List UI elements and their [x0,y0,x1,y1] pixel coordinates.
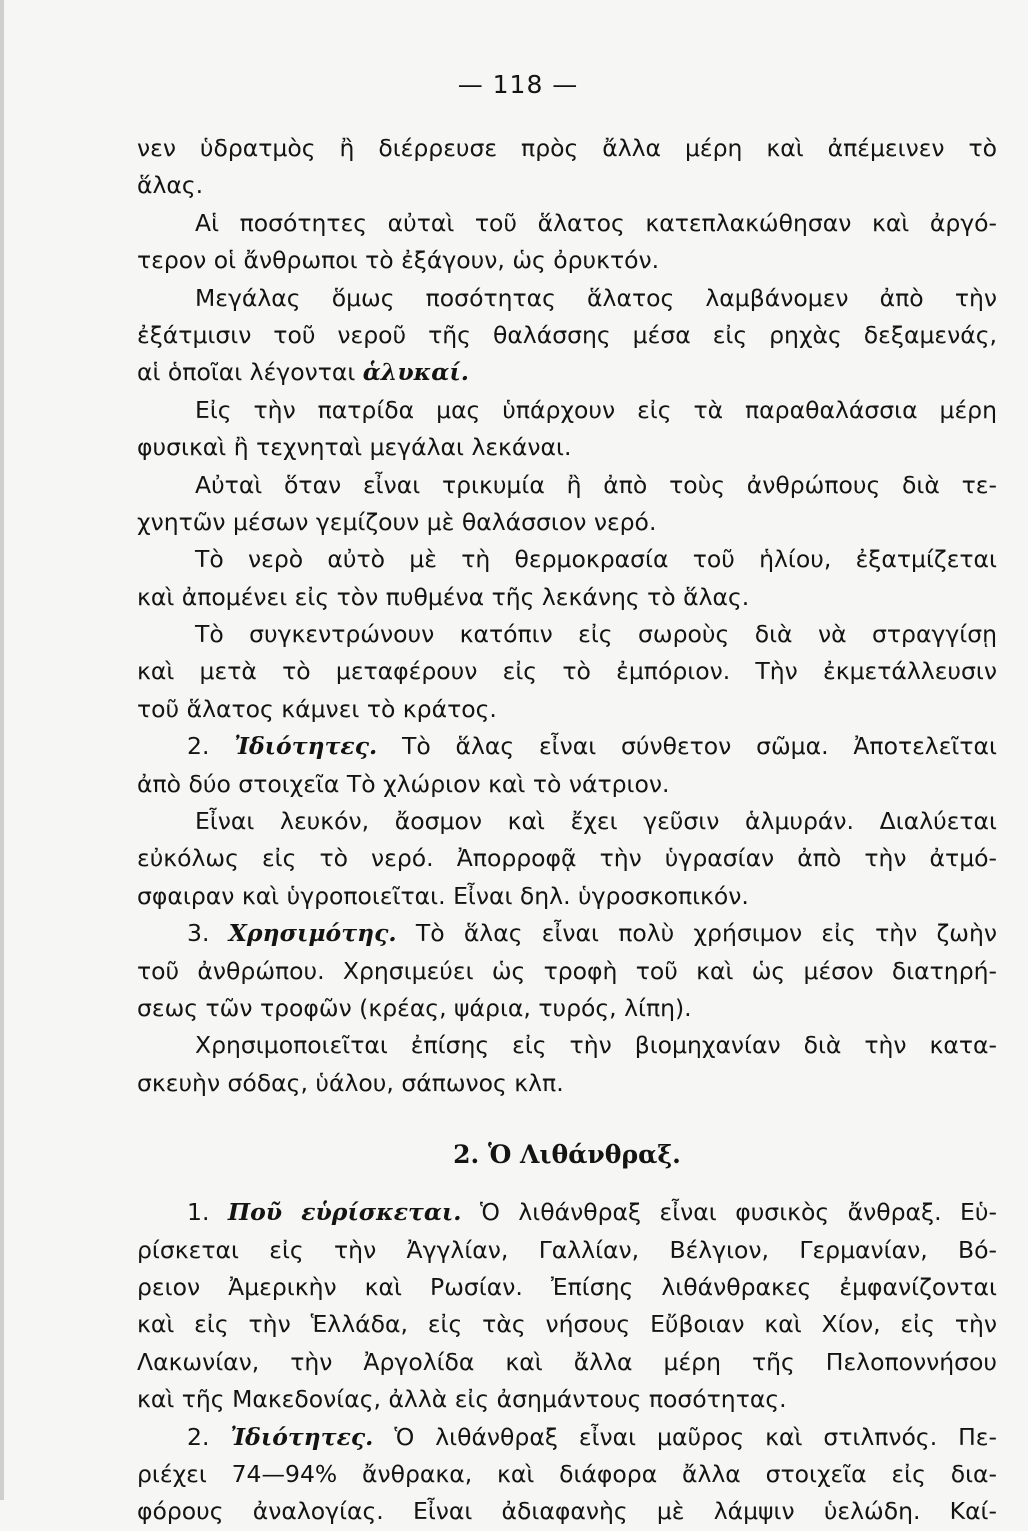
numbered-prefix: 3. [187,919,210,948]
text-line: καὶ ἀπομένει εἰς τὸν πυθμένα τῆς λεκάνης τὸ ἅλας. [137,582,750,611]
text-line [137,1194,997,1231]
label-pou: Ποῦ εὑρίσκεται. [227,1198,462,1227]
numbered-prefix: 2. [187,1422,210,1451]
text-line: καὶ εἰς τὴν Ἑλλάδα, εἰς τὰς νήσους Εὔβοιαν καὶ Χίον, εἰς τὴν [137,1310,997,1339]
text-fragment: Τὸ ἅλας εἶναι σύνθετον σῶμα. Ἀποτελεῖται [401,732,997,761]
text-line: Χρησιμοποιεῖται ἐπίσης εἰς τὴν βιομηχανίαν διὰ τὴν κατα- [195,1031,997,1060]
text-line: τοῦ ἀνθρώπου. Χρησιμεύει ὡς τροφὴ τοῦ καὶ ὡς μέσον διατηρή- [137,956,997,985]
term-alykai: ἁλυκαί. [362,358,469,387]
text-line: Τὸ νερὸ αὐτὸ μὲ τὴ θερμοκρασία τοῦ ἡλίου, ἐξατμίζεται [195,545,997,574]
text-line: ἐξάτμισιν τοῦ νεροῦ τῆς θαλάσσης μέσα εἰς ρηχὰς δεξαμενάς, [137,320,997,349]
text-line: καὶ τῆς Μακεδονίας, ἀλλὰ εἰς ἀσημάντους ποσότητας. [137,1385,787,1414]
text-line: ρειον Ἀμερικὴν καὶ Ρωσίαν. Ἐπίσης λιθάνθρακες ἐμφανίζονται [137,1272,997,1301]
text-line: σεως τῶν τροφῶν (κρέας, ψάρια, τυρός, λίπη). [137,993,692,1022]
text-line: τερον οἱ ἄνθρωποι τὸ ἐξάγουν, ὡς ὀρυκτόν. [137,246,660,275]
text-fragment: Τὸ ἅλας εἶναι πολὺ χρήσιμον εἰς τὴν ζωὴν [415,919,997,948]
label-idiotites: Ἰδιότητες. [234,732,378,761]
numbered-prefix: 1. [187,1198,210,1227]
text-line: Λακωνίαν, τὴν Ἀργολίδα καὶ ἄλλα μέρη τῆς Πελοποννήσου [137,1347,997,1376]
text-line [137,354,997,391]
text-line: ἅλας. [137,171,204,200]
text-line: χνητῶν μέσων γεμίζουν μὲ θαλάσσιον νερό. [137,507,657,536]
text-line: ρίσκεται εἰς τὴν Ἀγγλίαν, Γαλλίαν, Βέλγιον, Γερμανίαν, Βό- [137,1235,997,1264]
text-fragment: Ὁ λιθάνθραξ εἶναι φυσικὸς ἄνθραξ. Εὑ- [479,1198,997,1227]
text-line [137,915,997,952]
text-line: Αὐταὶ ὅταν εἶναι τρικυμία ἢ ἀπὸ τοὺς ἀνθρώπους διὰ τε- [195,470,997,499]
text-fragment: Ὁ λιθάνθραξ εἶναι μαῦρος καὶ στιλπνός. Πε- [394,1422,997,1451]
text-line: καὶ μετὰ τὸ μεταφέρουν εἰς τὸ ἐμπόριον. Τὴν ἐκμετάλλευσιν [137,657,997,686]
text-line: Τὸ συγκεντρώνουν κατόπιν εἰς σωροὺς διὰ νὰ στραγγίσῃ [195,620,997,649]
text-line: ἀπὸ δύο στοιχεῖα Τὸ χλώριον καὶ τὸ νάτριον. [137,769,670,798]
text-line: Μεγάλας ὅμως ποσότητας ἅλατος λαμβάνομεν ἀπὸ τὴν [195,283,997,312]
text-line: Εἶναι λευκόν, ἄοσμον καὶ ἔχει γεῦσιν ἁλμυράν. Διαλύεται [195,807,997,836]
text-line: Αἱ ποσότητες αὐταὶ τοῦ ἅλατος κατεπλακώθησαν καὶ ἀργό- [195,208,997,237]
label-idiotites: Ἰδιότητες. [230,1422,374,1451]
text-line: φυσικαὶ ἢ τεχνηταὶ μεγάλαι λεκάναι. [137,433,572,462]
text-line: σφαιραν καὶ ὑγροποιεῖται. Εἶναι δηλ. ὑγροσκοπικόν. [137,881,749,910]
body-text [137,130,997,1531]
text-line: τοῦ ἅλατος κάμνει τὸ κράτος. [137,694,497,723]
text-line: εὐκόλως εἰς τὸ νερό. Ἀπορροφᾷ τὴν ὑγρασίαν ἀπὸ τὴν ἀτμό- [137,844,997,873]
text-fragment: αἱ ὁποῖαι λέγονται [137,358,356,387]
text-line: νεν ὑδρατμὸς ἢ διέρρευσε πρὸς ἄλλα μέρη καὶ ἀπέμεινεν τὸ [137,134,997,162]
text-line: σκευὴν σόδας, ὑάλου, σάπωνος κλπ. [137,1068,564,1097]
text-line: φόρους ἀναλογίας. Εἶναι ἀδιαφανὴς μὲ λάμψιν ὑελώδη. Καί- [137,1497,997,1526]
section-heading: 2. Ὁ Λιθάνθραξ. [453,1140,681,1170]
numbered-prefix: 2. [187,732,210,761]
text-line [137,728,997,765]
text-line: Εἰς τὴν πατρίδα μας ὑπάρχουν εἰς τὰ παραθαλάσσια μέρη [195,395,997,424]
label-chrisimotis: Χρησιμότης. [228,919,397,948]
page-number: — 118 — [457,70,579,99]
text-line: ριέχει 74—94% ἄνθρακα, καὶ διάφορα ἄλλα στοιχεῖα εἰς δια- [137,1459,997,1488]
text-line [137,1419,997,1456]
